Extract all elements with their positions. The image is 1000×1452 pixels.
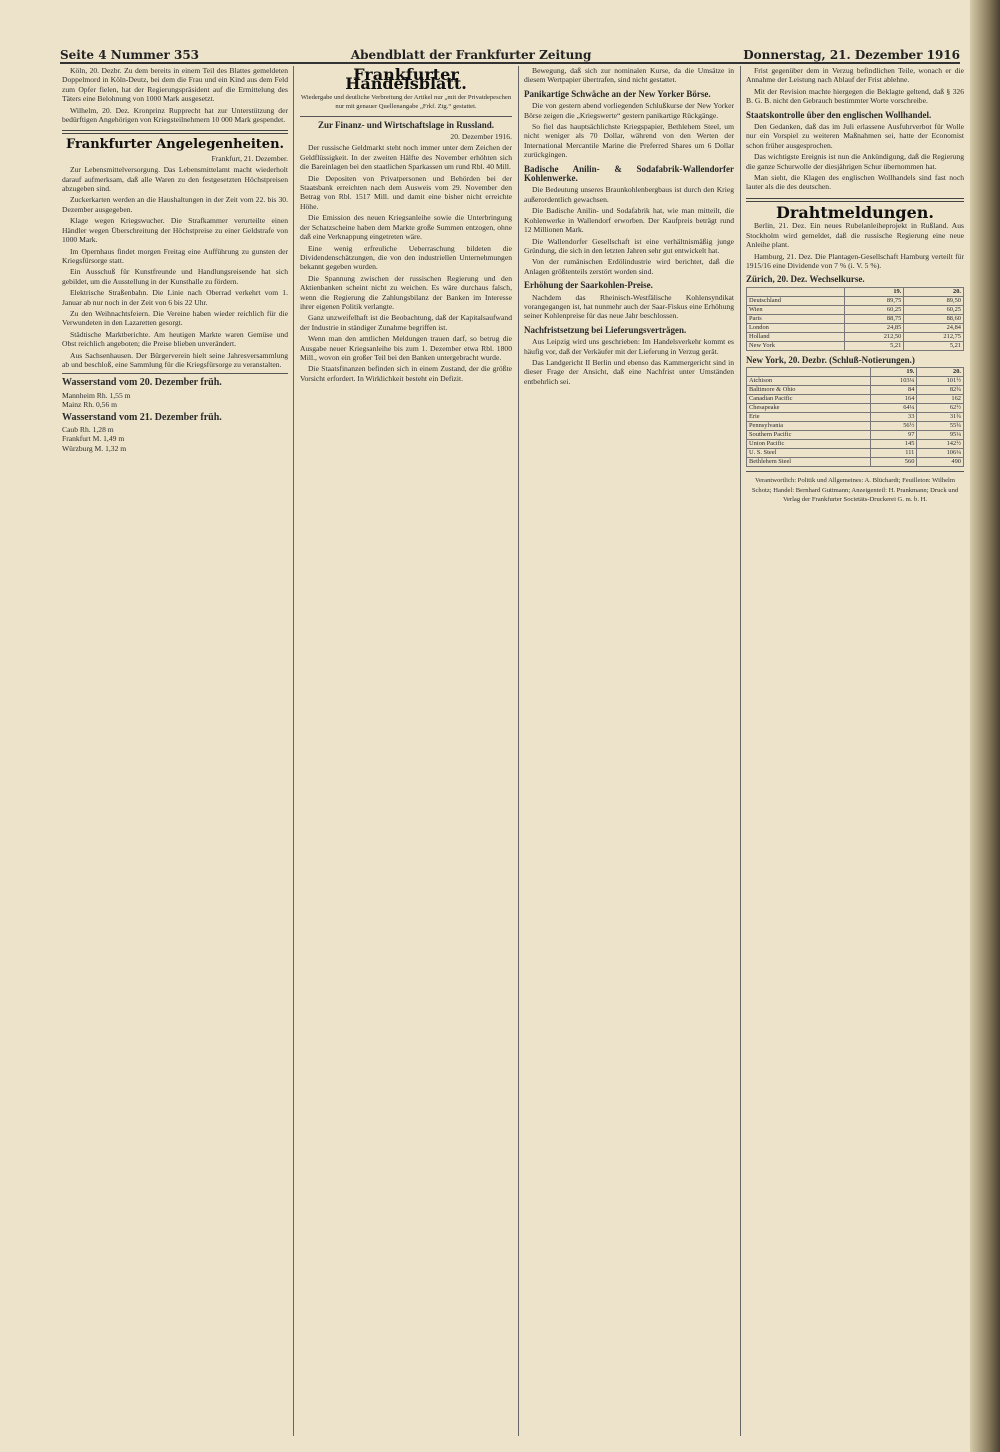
article-paragraph: Die Wallendorfer Gesellschaft ist eine verhältnismäßig junge Gründung, die sich in den letzten Jahren sehr gut entwickelt hat. [524, 236, 734, 255]
table-row [747, 332, 964, 341]
table-row [747, 449, 964, 458]
table-cell: 560 [870, 458, 917, 467]
article-paragraph: Die von gestern abend vorliegenden Schlußkurse der New Yorker Börse zeigen die „Kriegswerte“ gestern panikartige Rückgänge. [524, 101, 734, 120]
table-cell: 106¼ [917, 449, 964, 458]
table-row [747, 305, 964, 314]
table-cell: 5,21 [844, 341, 904, 350]
article-headline: Badische Anilin- & Sodafabrik-Wallendorfer Kohlenwerke. [524, 163, 734, 184]
masthead: Abendblatt der Frankfurter Zeitung [350, 48, 592, 62]
column-business-news [524, 66, 734, 1436]
table-cell: 84 [870, 386, 917, 395]
article-date: 20. Dezember 1916. [450, 132, 512, 142]
water-level-line: Frankfurt M. 1,49 m [62, 434, 125, 444]
table-cell: 101½ [917, 377, 964, 386]
table-cell: 212,75 [904, 332, 964, 341]
table-cell: 62½ [917, 404, 964, 413]
table-cell: Atchison [747, 377, 871, 386]
dateline: Frankfurt, 21. Dezember. [211, 153, 288, 163]
table-row [747, 386, 964, 395]
table-header [747, 287, 845, 296]
table-cell: 142½ [917, 440, 964, 449]
article-paragraph: Das wichtigste Ereignis ist nun die Ankündigung, daß die Regierung die ganze Schurwolle der diesjährigen Schur übernommen hat. [746, 152, 964, 171]
table-title: Zürich, 20. Dez. Wechselkurse. [746, 274, 865, 285]
article-paragraph: Eine wenig erfreuliche Ueberraschung bildeten die Dividendenschätzungen, die von den industriellen Unternehmungen bekannt gegeben wurden. [300, 243, 512, 272]
table-row [747, 413, 964, 422]
divider [746, 471, 964, 472]
news-item: Ein Ausschuß für Kunstfreunde und Handlungsreisende hat sich gebildet, um die Ausstellung in der Kunsthalle zu fördern. [62, 267, 288, 286]
water-level-line: Caub Rh. 1,28 m [62, 425, 114, 434]
table-cell: Pennsylvania [747, 422, 871, 431]
table-header: 19. [870, 368, 917, 377]
article-paragraph: Die Bedeutung unseres Braunkohlenbergbaus ist durch den Krieg außerordentlich gewachsen. [524, 185, 734, 204]
news-item: Zur Lebensmittelversorgung. Das Lebensmittelamt macht wiederholt darauf aufmerksam, daß alle Waren zu den festgesetzten Höchstpreisen abzugeben sind. [62, 165, 288, 194]
table-cell: 95¼ [917, 431, 964, 440]
table-cell: 89,75 [844, 296, 904, 305]
table-cell: 212,50 [844, 332, 904, 341]
news-item: Bewegung, daß sich zur nominalen Kurse, da die Umsätze in diesem Wertpapier übertrafen, sind nicht gestattet. [524, 66, 734, 85]
table-cell: Chesapeake [747, 404, 871, 413]
water-level-line: Mainz Rh. 0,56 m [62, 400, 118, 410]
table-cell: 60,25 [844, 305, 904, 314]
table-row [747, 431, 964, 440]
table-cell: Canadian Pacific [747, 395, 871, 404]
table-cell: Baltimore & Ohio [747, 386, 871, 395]
table-cell: 31¾ [917, 413, 964, 422]
table-cell: Holland [747, 332, 845, 341]
divider [62, 373, 288, 374]
table-cell: 89,50 [904, 296, 964, 305]
table-header: 20. [904, 287, 964, 296]
table-row [747, 440, 964, 449]
water-level-title: Wasserstand vom 20. Dezember früh. [62, 377, 222, 389]
table-row [747, 458, 964, 467]
column-rule [293, 66, 294, 1436]
table-cell: 64¼ [870, 404, 917, 413]
table-cell: U. S. Steel [747, 449, 871, 458]
article-paragraph: Die Staatsfinanzen befinden sich in einem Zustand, der die größte Vorsicht erfordert. In Wirklichkeit besteht ein Defizit. [300, 364, 512, 383]
table-cell: Deutschland [747, 296, 845, 305]
article-paragraph: Den Gedanken, daß das im Juli erlassene Ausfuhrverbot für Wolle nur ein Vorspiel zu weiteren Maßnahmen sei, hatte der Economist schon früher ausgesprochen. [746, 122, 964, 150]
news-item: Mit der Revision machte hiergegen die Beklagte geltend, daß § 326 B. G. B. nicht den Gebrauch bestimmter Worte vorschreibe. [746, 86, 964, 106]
table-cell: 490 [917, 458, 964, 467]
news-item: Elektrische Straßenbahn. Die Linie nach Oberrad verkehrt vom 1. Januar ab nur noch in der Zeit von 6 bis 22 Uhr. [62, 288, 288, 307]
table-cell: Erie [747, 413, 871, 422]
divider [62, 130, 288, 134]
article-paragraph: Nachdem das Rheinisch-Westfälische Kohlensyndikat vorangegangen ist, hat nunmehr auch der Saar-Fiskus eine Erhöhung seiner Kohlenpreise für das neue Jahr beschlossen. [524, 292, 734, 321]
article-paragraph: Die Badische Anilin- und Sodafabrik hat, wie man mitteilt, die Kohlenwerke in Wallendorf erworben. Der Kaufpreis beträgt rund 12 Millionen Mark. [524, 206, 734, 235]
news-item: Aus Sachsenhausen. Der Bürgerverein hielt seine Jahresversammlung ab und beschloß, eine Sammlung für die Kriegsfürsorge zu veranstalten. [62, 350, 288, 369]
news-item: Städtische Marktberichte. Am heutigen Markte waren Gemüse und Obst reichlich angeboten; die Preise blieben unverändert. [62, 329, 288, 349]
table-cell: 55¾ [917, 422, 964, 431]
table-row [747, 296, 964, 305]
page-header [60, 40, 960, 64]
table-cell: 111 [870, 449, 917, 458]
reprint-note: Wiedergabe und deutliche Verbreitung der Artikel nur „mit der Privatdepeschen nur mit genauer Quellenangabe „Frkf. Ztg.“ gestattet. [300, 93, 512, 111]
article-paragraph: Man sieht, die Klagen des englischen Wollhandels sind fast noch lauter als die des deutschen. [746, 173, 964, 192]
page-number: Seite 4 Nummer 353 [60, 48, 200, 62]
news-item: Frist gegenüber dem in Verzug befindlichen Teile, wonach er die Annahme der Leistung nach Ablauf der Frist ablehne. [746, 66, 964, 85]
table-cell: 60,25 [904, 305, 964, 314]
table-cell: 82¾ [917, 386, 964, 395]
table-cell: 103¼ [870, 377, 917, 386]
news-item: Köln, 20. Dezbr. Zu dem bereits in einem Teil des Blattes gemeldeten Doppelmord in Köln-Deutz, bei dem die Frau und ein Kind aus dem Feld zum Opfer fielen, hat der Regierungspräsident auf die Ermittelung des Täters eine Belohnung von 1000 Mark ausgesetzt. [62, 66, 288, 104]
table-row [747, 323, 964, 332]
table-cell: 33 [870, 413, 917, 422]
article-paragraph: So fiel das hauptsächlichste Kriegspapier, Bethlehem Steel, um nicht weniger als 70 Dollar, während von den Werten der International Mercantile Marine die Preferred Shares um 6 Dollar zurückgingen. [524, 122, 734, 160]
water-level-line: Mannheim Rh. 1,55 m [62, 390, 131, 400]
news-item: Im Opernhaus findet morgen Freitag eine Aufführung zu gunsten der Kriegsfürsorge statt. [62, 246, 288, 265]
article-paragraph: Das Landgericht II Berlin und ebenso das Kammergericht sind in dieser Frage der Ansicht, daß eine Nachfrist unter Umständen entbehrlich sei. [524, 357, 734, 386]
new-york-quotes-table [746, 367, 964, 467]
table-row [747, 377, 964, 386]
table-cell: Paris [747, 314, 845, 323]
article-paragraph: Die Spannung zwischen der russischen Regierung und den Aktienbanken scheint nicht zu weichen. Es wäre durchaus falsch, wenn die Regierung die Zahlungsbilanz der Banken im Interesse ihrer eigenen Politik verlangte. [300, 273, 512, 311]
table-cell: Wien [747, 305, 845, 314]
article-paragraph: Von der rumänischen Erdölindustrie wird berichtet, daß die Anlagen größtenteils zerstört worden sind. [524, 257, 734, 276]
water-level-title: Wasserstand vom 21. Dezember früh. [62, 411, 222, 423]
book-spine [970, 0, 1000, 1452]
table-header: 19. [844, 287, 904, 296]
imprint: Verantwortlich: Politik und Allgemeines: A. Blüchardt; Feuilleton: Wilhelm Schotz; Handel: Bernhard Guttmann; Anzeigenteil: H. Prankmann; Druck und Verlag der Frankfurter Societäts-Druckerei G. m. b. H. [751, 477, 959, 503]
table-cell: 56½ [870, 422, 917, 431]
exchange-rate-table [746, 287, 964, 351]
article-headline: Staatskontrolle über den englischen Wollhandel. [746, 109, 932, 120]
telegrams-title: Drahtmeldungen. [776, 202, 934, 222]
table-cell: 97 [870, 431, 917, 440]
table-row [747, 404, 964, 413]
table-header: 20. [917, 368, 964, 377]
article-paragraph: Die Depositen von Privatpersonen und Behörden bei der Staatsbank erreichten nach dem Ausweis vom 29. November den Betrag von Rbl. 1517 Mill. und damit eine bisher nicht erreichte Höhe. [300, 173, 512, 211]
table-cell: Union Pacific [747, 440, 871, 449]
handelsblatt-title: Frankfurter Handelsblatt. [345, 66, 467, 94]
divider [300, 116, 512, 117]
table-header [747, 368, 871, 377]
article-paragraph: Wenn man den amtlichen Meldungen trauen darf, so betrug die Ausgabe neuer Kriegsanleihe bis zum 1. Dezember etwa Rbl. 1800 Mill., wovon ein großer Teil bei den Banken untergebracht wurde. [300, 334, 512, 362]
article-headline: Panikartige Schwäche an der New Yorker Börse. [524, 88, 711, 99]
section-title: Frankfurter Angelegenheiten. [65, 137, 285, 153]
column-telegrams [746, 66, 964, 1436]
table-cell: London [747, 323, 845, 332]
table-row [747, 314, 964, 323]
table-cell: 5,21 [904, 341, 964, 350]
column-handelsblatt [300, 66, 512, 1436]
news-item: Zu den Weihnachtsfeiern. Die Vereine haben wieder reichlich für die Verwundeten in den Lazaretten gesorgt. [62, 308, 288, 328]
article-headline: Nachfristsetzung bei Lieferungsverträgen. [524, 324, 687, 335]
article-paragraph: Ganz unzweifelhaft ist die Beobachtung, daß der Kapitalsaufwand der Industrie in ständiger Zunahme begriffen ist. [300, 313, 512, 332]
table-cell: 24,85 [844, 323, 904, 332]
table-cell: 145 [870, 440, 917, 449]
table-row [747, 395, 964, 404]
table-cell: 24,84 [904, 323, 964, 332]
table-cell: New York [747, 341, 845, 350]
table-cell: 88,60 [904, 314, 964, 323]
telegram-item: Hamburg, 21. Dez. Die Plantagen-Gesellschaft Hamburg verteilt für 1915/16 eine Dividende von 7 % (i. V. 5 %). [746, 251, 964, 270]
table-row [747, 422, 964, 431]
news-item: Klage wegen Kriegswucher. Die Strafkammer verurteilte einen Händler wegen Überschreitung der Höchstpreise zu einer Geldstrafe von 1000 Mark. [62, 216, 288, 245]
article-paragraph: Die Emission des neuen Kriegsanleihe sowie die Unterbringung der Schatzscheine haben dem Markte große Summen entzogen, ohne daß eine Verknappung eingetreten wäre. [300, 213, 512, 242]
table-cell: 162 [917, 395, 964, 404]
column-local-news [62, 66, 288, 1436]
column-rule [740, 66, 741, 1436]
news-item: Wilhelm, 20. Dez. Kronprinz Rupprecht hat zur Unterstützung der bedürftigen Angehörigen von Kriegsteilnehmern 10 000 Mark gespendet. [62, 105, 288, 125]
table-cell: 164 [870, 395, 917, 404]
table-cell: 88,75 [844, 314, 904, 323]
water-level-line: Würzburg M. 1,32 m [62, 443, 127, 453]
issue-date: Donnerstag, 21. Dezember 1916 [743, 48, 960, 62]
article-paragraph: Aus Leipzig wird uns geschrieben: Im Handelsverkehr kommt es häufig vor, daß der Verkäufer mit der Lieferung in Verzug gerät. [524, 337, 734, 356]
column-rule [518, 66, 519, 1436]
article-headline: Erhöhung der Saarkohlen-Preise. [524, 280, 653, 291]
table-cell: Southern Pacific [747, 431, 871, 440]
table-cell: Bethlehem Steel [747, 458, 871, 467]
divider [746, 198, 964, 202]
table-row [747, 341, 964, 350]
article-paragraph: Der russische Geldmarkt steht noch immer unter dem Zeichen der Geldflüssigkeit. In der zweiten Hälfte des November erhöhten sich die Bareinlagen bei den staatlichen Sparkassen um rund Rbl. 40 Mill. [300, 143, 512, 172]
table-title: New York, 20. Dezbr. (Schluß-Notierungen.) [746, 354, 915, 365]
telegram-item: Berlin, 21. Dez. Ein neues Rubelanleiheprojekt in Rußland. Aus Stockholm wird gemeldet, daß die russische Regierung eine neue Anleihe plant. [746, 221, 964, 250]
news-item: Zuckerkarten werden an die Haushaltungen in der Zeit vom 22. bis 30. Dezember ausgegeben. [62, 195, 288, 214]
article-headline: Zur Finanz- und Wirtschaftslage in Russland. [317, 119, 495, 130]
